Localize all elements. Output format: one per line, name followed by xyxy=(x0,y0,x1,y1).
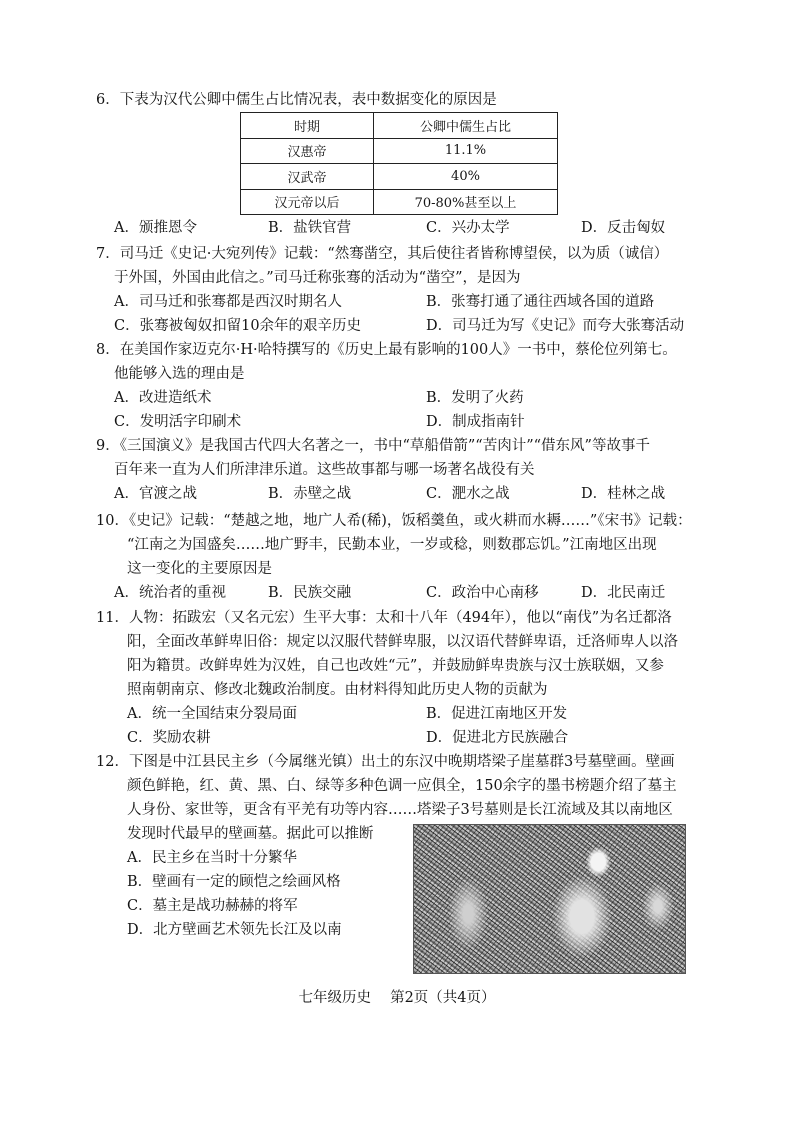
q8-option-b: B．发明了火药 xyxy=(426,390,524,406)
q8-option-a: A．改进造纸术 xyxy=(114,390,212,406)
q12-line-3: 人身份、家世等，更含有平羌有功等内容……塔梁子3号墓则是长江流域及其以南地区 xyxy=(127,802,673,818)
q11-option-c: C．奖励农耕 xyxy=(127,730,211,746)
q12-option-a: A．民主乡在当时十分繁华 xyxy=(127,850,297,866)
q12-option-c: C．墓主是战功赫赫的将军 xyxy=(127,898,298,914)
q11-line-4: 照南朝南京、修改北魏政治制度。由材料得知此历史人物的贡献为 xyxy=(127,682,548,698)
q9-option-c: C．淝水之战 xyxy=(426,486,510,502)
q9-option-d: D．桂林之战 xyxy=(581,486,666,502)
table-row xyxy=(241,164,558,190)
table-cell: 70-80%甚至以上 xyxy=(374,189,558,215)
q6-option-b: B．盐铁官营 xyxy=(268,220,352,236)
q11-line-1: 11．人物：拓跋宏（又名元宏）生平大事：太和十八年（494年），他以“南伐”为名迁都洛 xyxy=(96,610,672,626)
page-footer: 七年级历史 第2页（共4页） xyxy=(298,990,496,1006)
q8-line-1: 8．在美国作家迈克尔·H·哈特撰写的《历史上最有影响的100人》一书中，蔡伦位列第七。 xyxy=(96,342,677,358)
table-header-cell: 时期 xyxy=(241,113,374,139)
table-row xyxy=(241,138,558,164)
q9-line-2: 百年来一直为人们所津津乐道。这些故事都与哪一场著名战役有关 xyxy=(114,462,535,478)
table-cell: 汉惠帝 xyxy=(241,138,374,164)
q9-option-b: B．赤壁之战 xyxy=(268,486,352,502)
tomb-mural-image xyxy=(413,824,686,974)
q6-table xyxy=(240,112,558,215)
q6-option-d: D．反击匈奴 xyxy=(581,220,666,236)
q12-line-2: 颜色鲜艳，红、黄、黑、白、绿等多种色调一应俱全，150余字的墨书榜题介绍了墓主 xyxy=(127,778,677,794)
q7-option-a: A．司马迁和张骞都是西汉时期名人 xyxy=(114,294,342,310)
q10-line-3: 这一变化的主要原因是 xyxy=(127,561,272,577)
q7-option-d: D．司马迁为写《史记》而夸大张骞活动 xyxy=(426,318,685,334)
q11-line-2: 阳，全面改革鲜卑旧俗：规定以汉服代替鲜卑服，以汉语代替鲜卑语，迁洛师卑人以洛 xyxy=(127,634,678,650)
q10-option-a: A．统治者的重视 xyxy=(114,585,226,601)
q8-option-c: C．发明活字印刷术 xyxy=(114,414,242,430)
q12-option-b: B．壁画有一定的顾恺之绘画风格 xyxy=(127,874,341,890)
q10-option-b: B．民族交融 xyxy=(268,585,352,601)
q11-option-d: D．促进北方民族融合 xyxy=(426,730,569,746)
q12-line-1: 12．下图是中江县民主乡（今属继光镇）出土的东汉中晚期塔梁子崖墓群3号墓壁画。壁画 xyxy=(96,754,675,770)
q6-option-a: A．颁推恩令 xyxy=(114,220,197,236)
q7-line-2: 于外国，外国由此信之。”司马迁称张骞的活动为“凿空”，是因为 xyxy=(114,270,521,286)
q12-line-4: 发现时代最早的壁画墓。据此可以推断 xyxy=(127,826,374,842)
q11-option-a: A．统一全国结束分裂局面 xyxy=(127,706,297,722)
q11-option-b: B．促进江南地区开发 xyxy=(426,706,568,722)
q8-line-2: 他能够入选的理由是 xyxy=(114,366,245,382)
table-row xyxy=(241,189,558,215)
table-header-cell: 公卿中儒生占比 xyxy=(374,113,558,139)
table-header-row xyxy=(241,113,558,139)
q9-line-1: 9．《三国演义》是我国古代四大名著之一，书中“草船借箭”“苦肉计”“借东风”等故事千 xyxy=(96,438,650,454)
q6-option-c: C．兴办太学 xyxy=(426,220,510,236)
table-cell: 11.1% xyxy=(374,138,558,164)
q10-line-1: 10．《史记》记载：“楚越之地，地广人希(稀)，饭稻羹鱼，或火耕而水耨……”《宋书》记载： xyxy=(96,513,692,529)
table-cell: 汉元帝以后 xyxy=(241,189,374,215)
q12-option-d: D．北方壁画艺术领先长江及以南 xyxy=(127,922,342,938)
table-cell: 40% xyxy=(374,164,558,190)
q10-line-2: “江南之为国盛矣……地广野丰，民勤本业，一岁或稔，则数郡忘饥。”江南地区出现 xyxy=(127,537,657,553)
q10-option-d: D．北民南迁 xyxy=(581,585,666,601)
q11-line-3: 阳为籍贯。改鲜卑姓为汉姓，自己也改姓“元”，并鼓励鲜卑贵族与汉士族联姻，又参 xyxy=(127,658,664,674)
q8-option-d: D．制成指南针 xyxy=(426,414,525,430)
q7-line-1: 7．司马迁《史记·大宛列传》记载：“然骞凿空，其后使往者皆称博望侯，以为质（诚信） xyxy=(96,246,669,262)
q7-option-b: B．张骞打通了通往西域各国的道路 xyxy=(426,294,655,310)
q6-stem: 6．下表为汉代公卿中儒生占比情况表，表中数据变化的原因是 xyxy=(96,92,497,108)
table-cell: 汉武帝 xyxy=(241,164,374,190)
q9-option-a: A．官渡之战 xyxy=(114,486,197,502)
q10-option-c: C．政治中心南移 xyxy=(426,585,539,601)
q7-option-c: C．张骞被匈奴扣留10余年的艰辛历史 xyxy=(114,318,362,334)
